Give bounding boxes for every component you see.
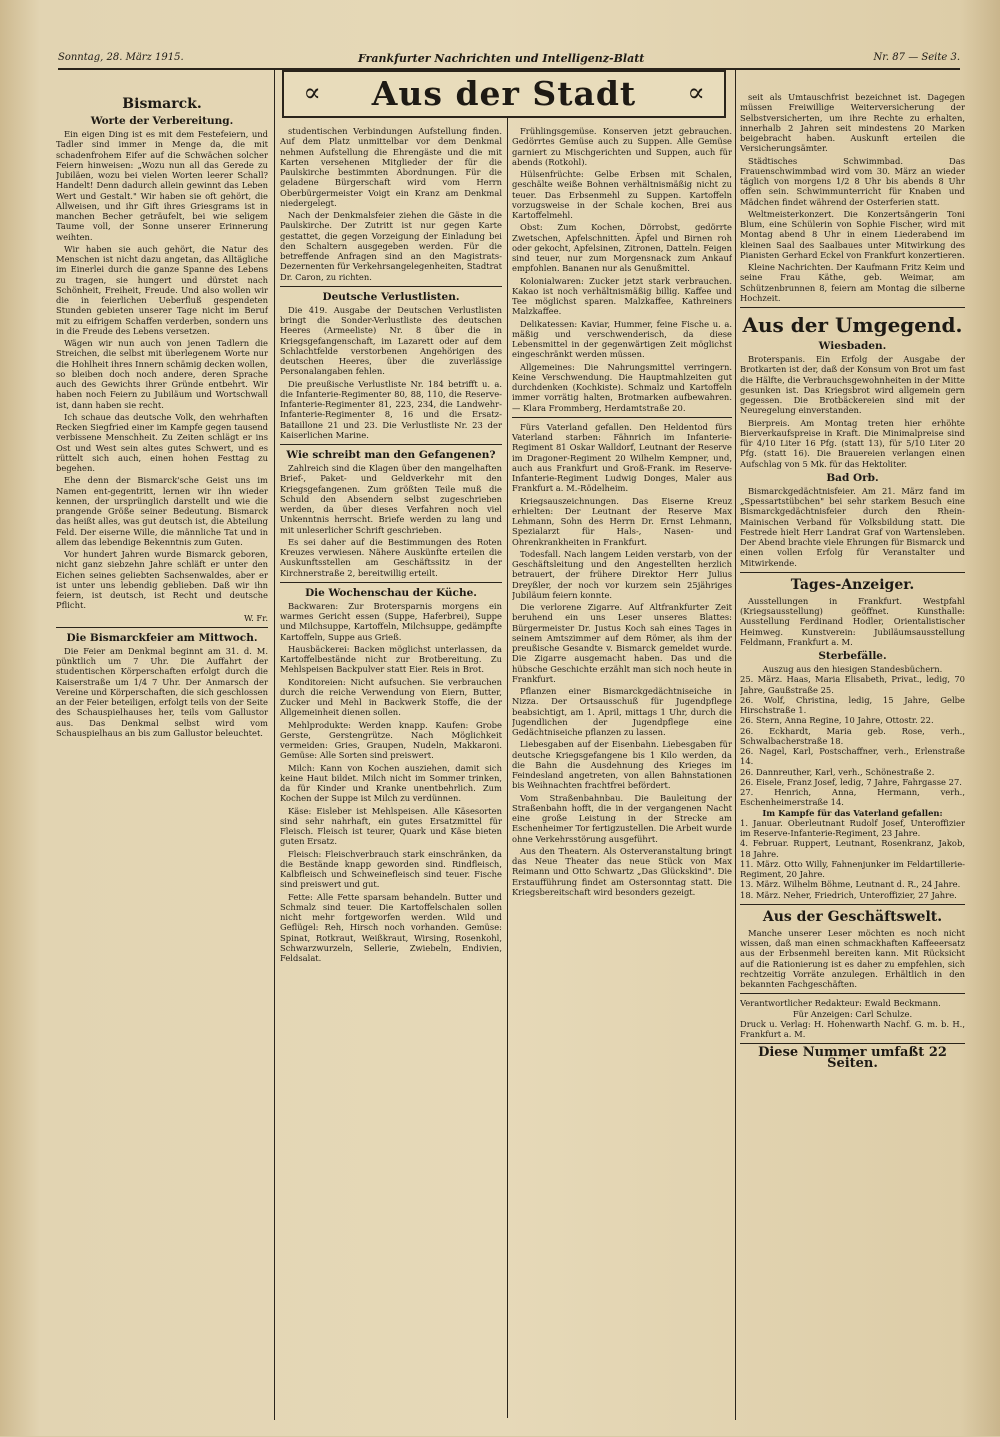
list-item: 1. Januar. Oberleutnant Rudolf Josef, Unteroffizier im Reserve-Infanterie-Regiment, 23 Jahre. <box>740 817 965 838</box>
paragraph: Todesfall. Nach langem Leiden verstarb, von der Geschäftsleitung und den Angestellten herzlich betrauert, der frühere Direktor Herr Julius Dreyßler, der noch vor kurzem sein 25jähriges Jubiläum feiern konnte. <box>512 548 732 600</box>
paragraph: Fürs Vaterland gefallen. Den Heldentod fürs Vaterland starben: Fähnrich im Infanterie-Regiment 81 Oskar Walldorf, Leutnant der Reserve im Dragoner-Regiment 20 Wilhelm Kempner, und, auch aus Frankfurt und Groß-Frank. im Reserve-Infanterie-Regiment Ludwig Donges, Maler aus Frankfurt a. M.-Rödelheim. <box>512 421 732 494</box>
divider <box>740 572 965 573</box>
paragraph: Ein eigen Ding ist es mit dem Festefeiern, und Tadler sind immer in Menge da, die mit schadenfrohem Eifer auf die Schwächen solcher Feiern hinweisen: „Wozu nun all das Gerede zu Jubiläen, wozu bei vielen Worten leerer Schall? Handelt! Denn dadurch allein gewinnt das Leben Wert und Gestalt." Wir haben sie oft gehört, die Allweisen, und ihr Gift ihres Griesgrams ist in manchen Becher geträufelt, bei wie seligem Taume voll, der Sonne unserer Erinnerung weihten. <box>56 129 268 242</box>
paragraph: Die Feier am Denkmal beginnt am 31. d. M. pünktlich um 7 Uhr. Die Auffahrt der studentischen Körperschaften erfolgt durch die Kaiserstraße um 1/4 7 Uhr. Der Anmarsch der Vereine und Körperschaften, die sich geschlossen an der Feier beteiligen, erfolgt teils von der Seite des Schauspielhauses her, teils vom Gallustor aus. Das Denkmal selbst wird vom Schauspielhaus an bis zum Gallustor beleuchtet. <box>56 645 268 738</box>
paragraph: Ehe denn der Bismarck'sche Geist uns im Namen ent-gegentritt, lernen wir ihn wieder kennen, der ursprünglich darstellt und wie die prangende Größe seiner Bedeutung. Bismarck das heißt alles, was gut deutsch ist, die Abteilung Feld. Der eiserne Wille, die männliche Tat und in allem das lebendige Bekenntnis zum Guten. <box>56 475 268 547</box>
divider <box>280 286 502 287</box>
paragraph: Fette: Alle Fette sparsam behandeln. Butter und Schmalz sind teuer. Die Kartoffelschalen sollen nicht mehr fortgeworfen werden. Wild und Geflügel: Reh, Hirsch noch vorhanden. Gemüse: Spinat, Rotkraut, Weißkraut, Wirsing, Rosenkohl, Schwarzwurzeln, Sellerie, Zwiebeln, Endivien, Feldsalat. <box>280 891 502 963</box>
list-item: 25. März. Haas, Maria Elisabeth, Privat., ledig, 70 Jahre, Gaußstraße 25. <box>740 674 965 695</box>
column-divider <box>735 70 736 1420</box>
imprint-publisher: Druck u. Verlag: H. Hohenwarth Nachf. G. m. b. H., Frankfurt a. M. <box>740 1018 965 1039</box>
signature: W. Fr. <box>243 612 268 623</box>
list-item: 26. Eisele, Franz Josef, ledig, 7 Jahre, Fahrgasse 27. <box>740 776 962 787</box>
paragraph: Kriegsauszeichnungen. Das Eiserne Kreuz erhielten: Der Leutnant der Reserve Max Lehmann, Sohn des Herrn Dr. Ernst Lehmann, Spezialarzt für Hals-, Nasen- und Ohrenkrankheiten in Frankfurt. <box>512 495 732 547</box>
section-heading: Tages-Anzeiger. <box>790 576 915 593</box>
paragraph: Kleine Nachrichten. Der Kaufmann Fritz Keim und seine Frau Käthe, geb. Weimar, am Schützenbrunnen 8, feiern am Montag die silberne Hochzeit. <box>740 262 965 303</box>
paragraph: Vor hundert Jahren wurde Bismarck geboren, nicht ganz siebzehn Jahre schläft er unter den Eichen seines geliebten Sachsenwaldes, aber er ist unter uns lebendig geblieben. Daß wir ihn feiern, ist deutsch, ist Recht und deutsche Pflicht. <box>56 549 268 611</box>
column-3 <box>512 126 732 1426</box>
place-heading: Wiesbaden. <box>818 340 887 352</box>
list-item: 26. Dannreuther, Karl, verh., Schönestraße 2. <box>740 766 935 777</box>
paragraph: Wir haben sie auch gehört, die Natur des Menschen ist nicht dazu angetan, das Alltägliche im Einerlei durch die ganze Spanne des Lebens zu tragen, sie hungert und dürstet nach Schönheit, Freiheit, Freude. Und also wollen wir die in feierlichen Ueberfluß gespendeten Stunden gebieten unserer Tage nicht im Beruf mit zu eifrigem Schaffen verderben, sondern uns in die Freude des Lebens versetzen. <box>56 243 268 336</box>
divider <box>740 904 965 905</box>
paragraph: Frühlingsgemüse. Konserven jetzt gebrauchen. Gedörrtes Gemüse auch zu Suppen. Alle Gemüse garniert zu Mischgerichten und Suppen, auch für abends (Rotkohl). <box>512 126 732 167</box>
paragraph: Bismarckgedächtnisfeier. Am 21. März fand im „Spessartstübchen" bei sehr starkem Besuch eine Bismarckgedächtnisfeier durch den Rhein-Mainischen Verband für Volksbildung statt. Die Festrede hielt Herr Landrat Graf von Wartensleben. Der Abend brachte viele Ehrungen für Bismarck und einen vollen Erfolg für Veranstalter und Mitwirkende. <box>740 485 965 568</box>
paragraph: Mehlprodukte: Werden knapp. Kaufen: Grobe Gerste, Gerstengrütze. Nach Möglichkeit vermeiden: Gries, Graupen, Nudeln, Makkaroni. Gemüse: Alle Sorten sind preiswert. <box>280 719 502 761</box>
divider <box>56 627 268 628</box>
paragraph: Manche unserer Leser möchten es noch nicht wissen, daß man einen schmackhaften Kaffeeersatz aus der Erbsenmehl bereiten kann. Mit Rücksicht auf die Rationierung ist es daher zu empfehlen, sich rechtzeitig Vorräte anzulegen. Erhältlich in den bekannten Fachgeschäften. <box>740 927 965 989</box>
paragraph: Hausbäckerei: Backen möglichst unterlassen, da Kartoffelbestände nicht zur Brotbereitung. Zu Mehlspeisen Backpulver statt Eier. Reis in Brot. <box>280 643 502 675</box>
column-2 <box>280 126 502 1426</box>
paragraph: Aus den Theatern. Als Osterveranstaltung bringt das Neue Theater das neue Stück von Max Reimann und Otto Schwartz „Das Glückskind". Die Erstaufführung findet am Ostersonntag statt. Die Kriegsbereitschaft wird besonders gezeigt. <box>512 845 732 897</box>
ornament-right-icon: ∝ <box>687 78 705 108</box>
divider <box>512 417 732 418</box>
list-caption: Im Kampfe für das Vaterland gefallen: <box>762 807 943 818</box>
paragraph: studentischen Verbindungen Aufstellung finden. Auf dem Platz unmittelbar vor dem Denkmal nehmen Aufstellung die Ehrengäste und die mit Karten versehenen Mitglieder der für die Paulskirche bestimmten Abordnungen. Für die geladene Bürgerschaft wird vom Herrn Oberbürgermeister Voigt ein Kranz am Denkmal niedergelegt. <box>280 126 502 208</box>
paragraph: Die preußische Verlustliste Nr. 184 betrifft u. a. die Infanterie-Regimenter 80, 88, 110, die Reserve-Infanterie-Regimenter 81, 223, 234, die Landwehr-Infanterie-Regimenter 8, 16 und die Ersatz-Bataillone 21 und 23. Die Verlustliste Nr. 23 der Kaiserlichen Marine. <box>280 378 502 440</box>
paragraph: Konditoreien: Nicht aufsuchen. Sie verbrauchen durch die reiche Verwendung von Eiern, Butter, Zucker und Mehl in Backwerk Stoffe, die der Allgemeinheit dienen sollen. <box>280 676 502 718</box>
section-masthead <box>282 70 726 118</box>
paragraph: Die 419. Ausgabe der Deutschen Verlustlisten bringt die Sonder-Verlustliste des deutschen Heeres (Armeeliste) Nr. 8 über die in Kriegsgefangenschaft, im Lazarett oder auf dem Schlachtfelde verstorbenen Angehörigen des deutschen Heeres, über die zuverlässige Personalangaben fehlen. <box>280 304 502 377</box>
paragraph: Liebesgaben auf der Eisenbahn. Liebesgaben für deutsche Kriegsgefangene bis 1 Kilo werden, da die Bahn die Ausdehnung des Krieges im Feindesland angetreten, von allen Bahnstationen bis Weihnachten frachtfrei befördert. <box>512 739 732 791</box>
list-item: 18. März. Neher, Friedrich, Unteroffizier, 27 Jahre. <box>740 889 957 900</box>
column-4 <box>740 92 965 1437</box>
paragraph: Backwaren: Zur Brotersparnis morgens ein warmes Gericht essen (Suppe, Haferbrei), Suppe und Milchsuppe, Kartoffeln, Milchsuppe, gedämpfte Kartoffeln, Suppe aus Grieß. <box>280 600 502 642</box>
paragraph: Ausstellungen in Frankfurt. Westpfahl (Kriegsausstellung) geöffnet. Kunsthalle: Ausstellung Ferdinand Hodler, Orientalistischer Heimweg. Kunstverein: Jubiläumsausstellung Feldmann, Frankfurt a. M. <box>740 595 965 647</box>
paragraph: Wägen wir nun auch von jenen Tadlern die Streichen, die selbst mit überlegenem Worte nur die Hohlheit ihres Innern schämig decken wollen, so bleiben doch noch andere, deren Sprache auch des Gewichts ihrer Gründe entbehrt. Wir haben noch Feiern zu Jubiläum und Wortschwall ist, dann haben sie recht. <box>56 338 268 410</box>
section-heading: Aus der Geschäftswelt. <box>762 908 943 925</box>
column-1 <box>56 92 268 1422</box>
place-heading: Bad Orb. <box>826 471 879 484</box>
paragraph: Broterspanis. Ein Erfolg der Ausgabe der Brotkarten ist der, daß der Konsum von Brot um fast die Hälfte, die Verbrauchsgewohnheiten in der Mitte gesunken ist. Das Kriegsbrot wird allgemein gern gegessen. Die Brotbäckereien sind mit der Neuregelung einverstanden. <box>740 354 965 416</box>
column-divider <box>274 70 275 1420</box>
paragraph: Zahlreich sind die Klagen über den mangelhaften Brief-, Paket- und Geldverkehr mit den Kriegsgefangenen. Zum größten Teile muß die Schuld den Absendern selbst zugeschrieben werden, da über dieses Verfahren noch viel Unkenntnis herrscht. Briefe werden zu lang und mit unleserlicher Schrift geschrieben. <box>280 463 502 535</box>
page-number: Nr. 87 — Seite 3. <box>873 52 960 63</box>
list-item: 13. März. Wilhelm Böhme, Leutnant d. R., 24 Jahre. <box>740 879 961 890</box>
ornament-left-icon: ∝ <box>303 78 321 108</box>
article-heading: Deutsche Verlustlisten. <box>322 290 460 303</box>
paper-name: Frankfurter Nachrichten und Intelligenz-Blatt <box>358 52 645 65</box>
paragraph: Milch: Kann von Kochen ausziehen, damit sich keine Haut bildet. Milch nicht im Sommer trinken, da für Kinder und Kranke unentbehrlich. Zum Kochen der Suppe ist Milch zu verdünnen. <box>280 762 502 804</box>
divider <box>740 1043 965 1044</box>
list-caption: Auszug aus den hiesigen Standesbüchern. <box>762 664 943 674</box>
paragraph: Kolonialwaren: Zucker jetzt stark verbrauchen. Kakao ist noch verhältnismäßig billig. Kaffee und Tee möglichst sparen. Malzkaffee, Kathreiners Malzkaffee. <box>512 275 732 317</box>
paragraph: Allgemeines: Die Nahrungsmittel verringern. Keine Verschwendung. Die Hauptmahlzeiten gut durchdenken (Kochkiste). Schmalz und Kartoffeln immer vorrätig halten, Brotmarken aufbewahren. — Klara Frommberg, Herdamtstraße 20. <box>512 361 732 413</box>
paragraph: Vom Straßenbahnbau. Die Bauleitung der Straßenbahn hofft, die in der vergangenen Nacht eine große Leistung in der Strecke am Eschenheimer Tor fertigzustellen. Die Arbeit wurde ohne Verkehrsstörung ausgeführt. <box>512 792 732 844</box>
article-subheading: Worte der Verbereitung. <box>90 115 234 127</box>
article-heading: Die Bismarckfeier am Mittwoch. <box>66 631 258 644</box>
list-item: 26. Wolf, Christina, ledig, 15 Jahre, Gelbe Hirschstraße 1. <box>740 694 965 715</box>
list-item: 11. März. Otto Willy, Fahnenjunker im Feldartillerie-Regiment, 20 Jahre. <box>740 858 965 879</box>
divider <box>740 993 965 994</box>
list-item: 4. Februar. Ruppert, Leutnant, Rosenkranz, Jakob, 18 Jahre. <box>740 838 965 859</box>
fallen-list <box>740 818 965 900</box>
paragraph: Ich schaue das deutsche Volk, den wehrhaften Recken Siegfried einer im Kampfe gegen tausend verbissene Menschheit. Zu Zeiten schlägt er ins Ost und West sein altes gutes Schwert, und es rüttelt sich auch, einen hohen Festtag zu begehen. <box>56 411 268 473</box>
death-list <box>740 674 965 807</box>
list-item: 26. Nagel, Karl, Postschaffner, verh., Erlenstraße 14. <box>740 746 965 767</box>
article-heading: Die Wochenschau der Küche. <box>305 586 477 599</box>
paragraph: Es sei daher auf die Bestimmungen des Roten Kreuzes verwiesen. Nähere Auskünfte erteilen die Auskunftsstellen am Geschäftssitz in der Kirchnerstraße 2, bereitwillig erteilt. <box>280 536 502 578</box>
imprint-editor: Verantwortlicher Redakteur: Ewald Beckmann. <box>740 998 941 1009</box>
paragraph: Obst: Zum Kochen, Dörrobst, gedörrte Zwetschen, Apfelschnitten. Äpfel und Birnen roh oder gekocht, Apfelsinen, Zitronen, Datteln. Feigen sind teuer, nur zum Morgensnack zum Ankauf empfohlen. Bananen nur als Genußmittel. <box>512 222 732 274</box>
list-item: 27. Henrich, Anna, Hermann, verh., Eschenheimerstraße 14. <box>740 787 965 808</box>
paragraph: Bierpreis. Am Montag treten hier erhöhte Bierverkaufspreise in Kraft. Die Minimalpreise sind für 4/10 Liter 16 Pfg. (statt 13), für 5/10 Liter 20 Pfg. (statt 16). Die Brauereien verlangen einen Aufschlag von 5 Mk. für das Hektoliter. <box>740 417 965 469</box>
section-heading: Sterbefälle. <box>818 650 887 662</box>
article-heading: Bismarck. <box>122 96 202 112</box>
divider <box>280 582 502 583</box>
imprint-ads: Für Anzeigen: Carl Schulze. <box>792 1008 913 1019</box>
divider <box>740 307 965 308</box>
section-heading: Aus der Umgegend. <box>742 313 963 337</box>
list-item: 26. Stern, Anna Regine, 10 Jahre, Ottostr. 22. <box>740 715 934 726</box>
paragraph: Nach der Denkmalsfeier ziehen die Gäste in die Paulskirche. Der Zutritt ist nur gegen Karte gestattet, die gegen Vorzeigung der Einladung bei den Schaltern ausgegeben werden. Für die betreffende Anfragen sind an den Magistrats-Dezernenten für Verkehrsangelegenheiten, Stadtrat Dr. Caron, zu richten. <box>280 210 502 282</box>
paragraph: seit als Umtauschfrist bezeichnet ist. Dagegen müssen Freiwillige Weiterversicherung der Selbstversicherten, um ihre Rechte zu erhalten, innerhalb 2 Jahren seit mindestens 20 Marken beigebracht haben. Auskunft erteilen die Versicherungsämter. <box>740 92 965 154</box>
paragraph: Fleisch: Fleischverbrauch stark einschränken, da die Bestände knapp geworden sind. Rindfleisch, Kalbfleisch und Schweinefleisch sind teuer. Fische sind preiswert und gut. <box>280 848 502 890</box>
paragraph: Städtisches Schwimmbad. Das Frauenschwimmbad wird vom 30. März an wieder täglich von morgens 1/2 8 Uhr bis abends 8 Uhr offen sein. Schwimmunterricht für Knaben und Mädchen findet während der Osterferien statt. <box>740 155 965 207</box>
paragraph: Weltmeisterkonzert. Die Konzertsängerin Toni Blum, eine Schülerin von Sophie Fischer, wird mit Montag abend 8 Uhr in einem Liederabend im kleinen Saal des Saalbaues unter Mitwirkung des Pianisten Gerhard Eckel von Frankfurt konzertieren. <box>740 208 965 260</box>
column-divider <box>507 118 508 1418</box>
divider <box>280 444 502 445</box>
paragraph: Käse: Eisleber ist Mehlspeisen. Alle Käsesorten sind sehr nahrhaft, ein gutes Ersatzmittel für Fleisch. Fleisch ist teurer, Quark und Käse bieten guten Ersatz. <box>280 805 502 847</box>
paragraph: Delikatessen: Kaviar, Hummer, feine Fische u. a. mäßig und verschwenderisch, da diese Lebensmittel in der gegenwärtigen Zeit möglichst eingeschränkt werden müssen. <box>512 318 732 360</box>
paragraph: Hülsenfrüchte: Gelbe Erbsen mit Schalen, geschälte weiße Bohnen verhältnismäßig nicht zu teuer. Das Erbsenmehl zu Suppen. Kartoffeln vorzugsweise in der Schale kochen, Brei aus Kartoffelmehl. <box>512 169 732 220</box>
section-title: Aus der Stadt <box>371 74 637 113</box>
article-heading: Wie schreibt man den Gefangenen? <box>286 449 496 461</box>
page-count-note: Diese Nummer umfaßt 22 Seiten. <box>758 1045 947 1071</box>
paragraph: Die verlorene Zigarre. Auf Altfrankfurter Zeit beruhend ein uns Leser unseres Blattes: Bürgermeister Dr. Justus Koch sah eines Tages in seinem Amtszimmer auf dem Römer, als ihm der preußische Gesandte v. Bismarck gemeldet wurde. Die Zigarre ausgemacht haben. Das und die hübsche Geschichte erzählt man sich noch heute in Frankfurt. <box>512 602 732 684</box>
list-item: 26. Eckhardt, Maria geb. Rose, verh., Schwalbacherstraße 18. <box>740 725 965 746</box>
issue-date: Sonntag, 28. März 1915. <box>58 52 184 63</box>
running-head <box>58 52 960 68</box>
paragraph: Pflanzen einer Bismarckgedächtniseiche in Nizza. Der Ortsausschuß für Jugendpflege beabsichtigt, am 1. April, mittags 1 Uhr, durch die Jugendlichen der Jugendpflege eine Gedächtniseiche pflanzen zu lassen. <box>512 686 732 737</box>
